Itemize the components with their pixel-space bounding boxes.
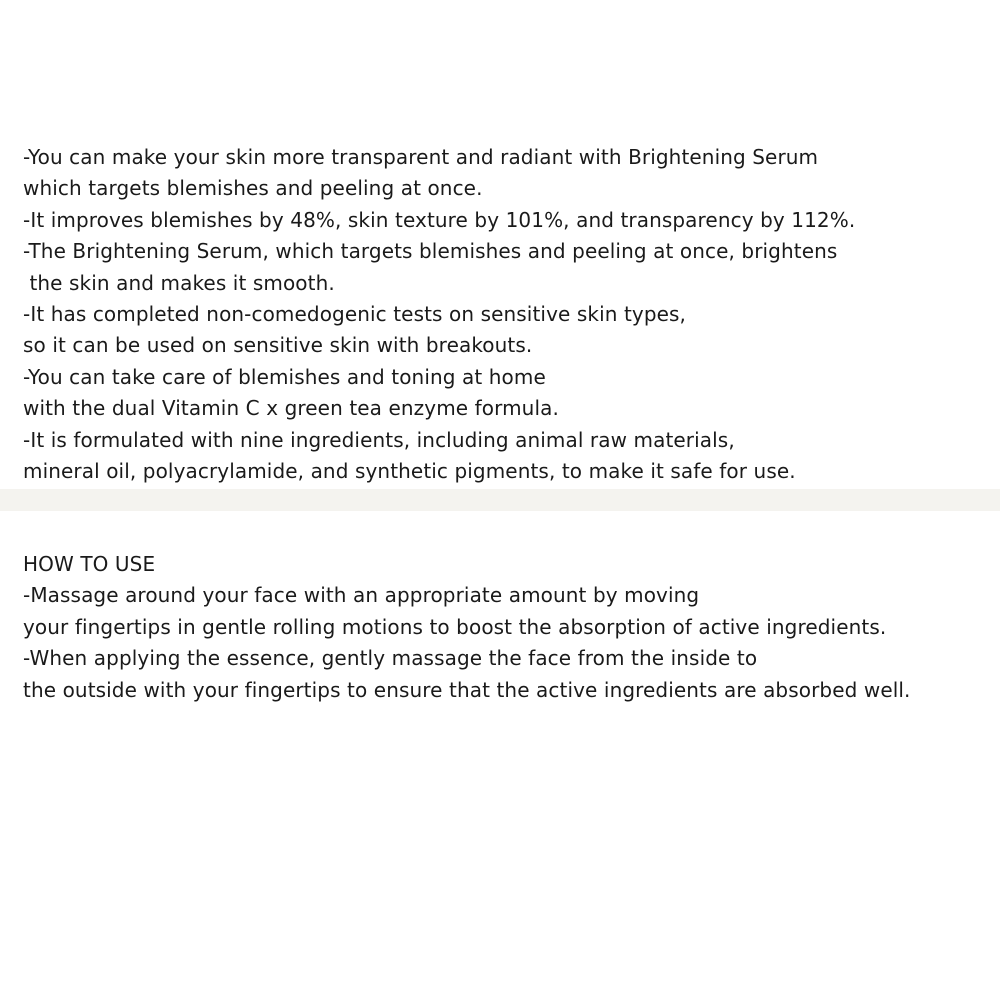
description-line: -The Brightening Serum, which targets blemishes and peeling at once, brightens [23,239,838,264]
how-to-use-line: the outside with your fingertips to ensure that the active ingredients are absorbed well. [23,677,911,702]
how-to-use-section [23,549,911,706]
description-line: -It has completed non-comedogenic tests on sensitive skin types, [23,301,687,326]
description-line: mineral oil, polyacrylamide, and synthetic pigments, to make it safe for use. [23,458,796,483]
product-description [23,142,855,487]
how-to-use-line: -When applying the essence, gently massage the face from the inside to [23,646,758,671]
how-to-use-line: your fingertips in gentle rolling motions to boost the absorption of active ingredients. [23,614,887,639]
section-divider [0,489,1000,511]
description-line: which targets blemishes and peeling at once. [23,176,483,201]
description-line: -It is formulated with nine ingredients, including animal raw materials, [23,427,735,452]
how-to-use-line: -Massage around your face with an appropriate amount by moving [23,583,700,608]
how-to-use-heading: HOW TO USE [23,552,156,576]
description-line: -You can take care of blemishes and toning at home [23,364,546,389]
description-line: -It improves blemishes by 48%, skin texture by 101%, and transparency by 112%. [23,207,856,232]
description-line: with the dual Vitamin C x green tea enzyme formula. [23,396,559,421]
description-line: the skin and makes it smooth. [23,270,335,295]
description-line: so it can be used on sensitive skin with breakouts. [23,333,533,358]
description-line: -You can make your skin more transparent and radiant with Brightening Serum [23,145,819,169]
